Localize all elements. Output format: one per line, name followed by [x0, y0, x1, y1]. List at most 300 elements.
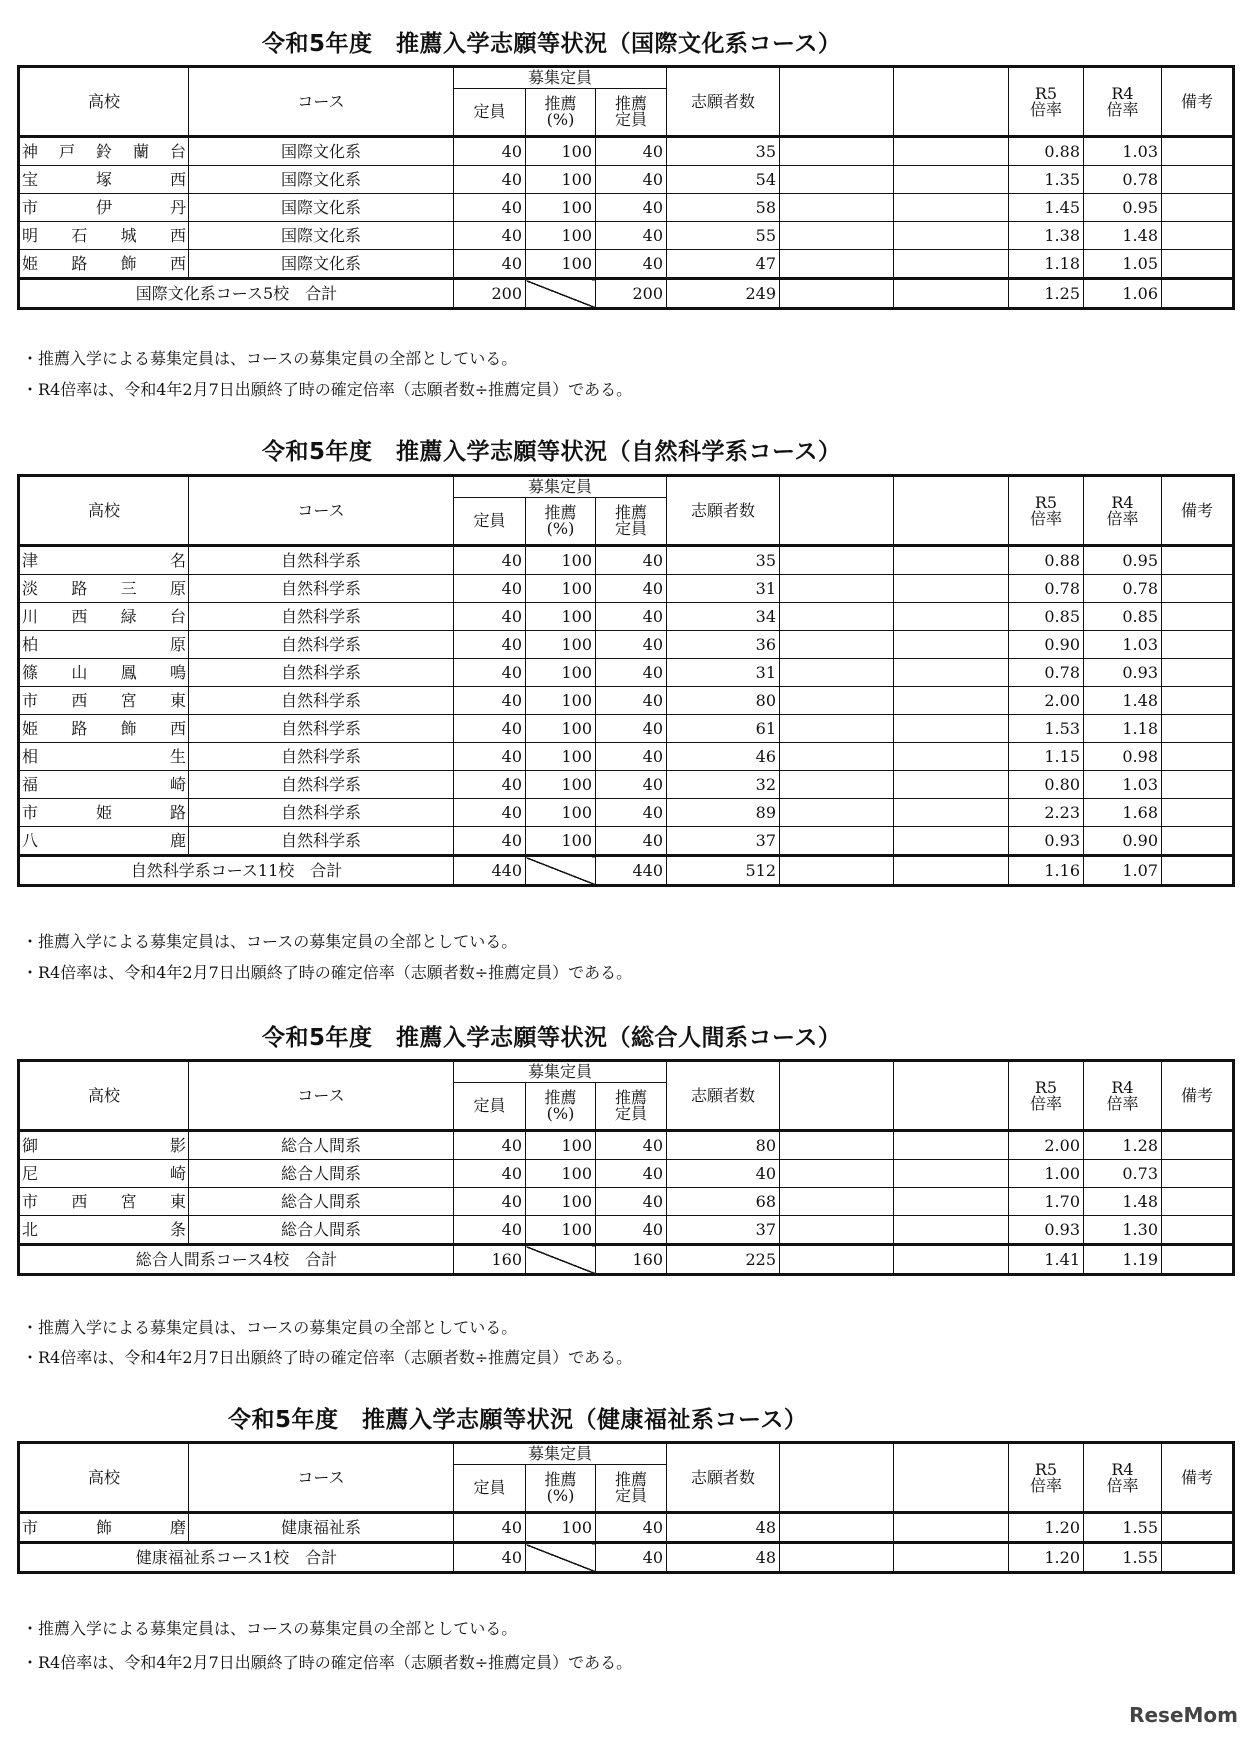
blank-cell [780, 166, 894, 194]
blank-cell [894, 250, 1009, 279]
recommend-pct: 100 [526, 715, 596, 743]
recommend-capacity: 40 [596, 659, 667, 687]
school-name: 市姫路 [19, 799, 189, 827]
slash-cell [526, 279, 596, 309]
table-row [19, 631, 1234, 659]
total-r5-ratio: 1.16 [1009, 856, 1084, 886]
r5-ratio: 1.18 [1009, 250, 1084, 279]
school-name: 市伊丹 [19, 194, 189, 222]
remarks [1162, 1188, 1234, 1216]
footnote: ・推薦入学による募集定員は、コースの募集定員の全部としている。 [22, 349, 518, 368]
total-capacity: 40 [454, 1543, 526, 1573]
header-remarks: 備考 [1162, 1061, 1234, 1131]
school-name: 神戸鈴蘭台 [19, 137, 189, 166]
header-applicants: 志願者数 [667, 476, 780, 546]
applicants: 32 [667, 771, 780, 799]
total-r5-ratio: 1.41 [1009, 1245, 1084, 1275]
remarks [1162, 137, 1234, 166]
capacity: 40 [454, 166, 526, 194]
capacity: 40 [454, 799, 526, 827]
total-capacity: 440 [454, 856, 526, 886]
applicants: 31 [667, 659, 780, 687]
capacity: 40 [454, 1160, 526, 1188]
header-capacity: 定員 [454, 1465, 526, 1513]
table-row [19, 1513, 1234, 1543]
recommend-capacity: 40 [596, 137, 667, 166]
header-rec-pct-line1: 推薦 [544, 94, 577, 113]
application-status-table [17, 1441, 1235, 1574]
blank-cell [780, 137, 894, 166]
applicants: 35 [667, 546, 780, 575]
header-rec-cap-line2: 定員 [614, 110, 647, 129]
applicants: 89 [667, 799, 780, 827]
footnote: ・R4倍率は、令和4年2月7日出願終了時の確定倍率（志願者数÷推薦定員）である。 [22, 380, 633, 399]
blank-cell [894, 1245, 1009, 1275]
table-row [19, 137, 1234, 166]
r4-ratio: 1.48 [1084, 1188, 1162, 1216]
course-name: 自然科学系 [189, 771, 454, 799]
course-name: 総合人間系 [189, 1160, 454, 1188]
total-recommend-capacity: 200 [596, 279, 667, 309]
application-status-table [17, 1059, 1235, 1276]
header-rec-pct [526, 498, 596, 546]
blank-cell [894, 1131, 1009, 1160]
school-name: 北条 [19, 1216, 189, 1245]
blank-cell [894, 799, 1009, 827]
recommend-pct: 100 [526, 1216, 596, 1245]
recommend-pct: 100 [526, 799, 596, 827]
remarks [1162, 194, 1234, 222]
header-r5 [1009, 476, 1084, 546]
blank-cell [780, 1513, 894, 1543]
header-r5-line1: R5 [1034, 83, 1058, 103]
course-name: 国際文化系 [189, 222, 454, 250]
r5-ratio: 0.78 [1009, 659, 1084, 687]
header-blank [894, 67, 1009, 137]
footnote: ・R4倍率は、令和4年2月7日出願終了時の確定倍率（志願者数÷推薦定員）である。 [22, 1653, 633, 1672]
slash-cell [526, 1543, 596, 1573]
header-r4 [1084, 476, 1162, 546]
header-remarks: 備考 [1162, 67, 1234, 137]
capacity: 40 [454, 137, 526, 166]
recommend-capacity: 40 [596, 603, 667, 631]
table-row [19, 194, 1234, 222]
school-name: 市西宮東 [19, 1188, 189, 1216]
r4-ratio: 0.73 [1084, 1160, 1162, 1188]
recommend-capacity: 40 [596, 771, 667, 799]
blank-cell [894, 631, 1009, 659]
remarks [1162, 1543, 1234, 1573]
header-rec-pct-line2: (%) [546, 110, 575, 129]
total-label: 国際文化系コース5校 合計 [19, 279, 454, 309]
header-row [19, 476, 1234, 498]
blank-cell [780, 1131, 894, 1160]
header-row [19, 67, 1234, 89]
header-row [19, 1061, 1234, 1083]
header-r4 [1084, 67, 1162, 137]
table-row [19, 799, 1234, 827]
table-row [19, 827, 1234, 856]
recommend-capacity: 40 [596, 166, 667, 194]
capacity: 40 [454, 222, 526, 250]
r4-ratio: 0.85 [1084, 603, 1162, 631]
total-r4-ratio: 1.55 [1084, 1543, 1162, 1573]
recommend-pct: 100 [526, 687, 596, 715]
table-row [19, 1160, 1234, 1188]
blank-cell [780, 279, 894, 309]
recommend-capacity: 40 [596, 194, 667, 222]
r4-ratio: 1.55 [1084, 1513, 1162, 1543]
blank-cell [894, 1160, 1009, 1188]
header-r5 [1009, 1061, 1084, 1131]
capacity: 40 [454, 687, 526, 715]
header-school: 高校 [19, 67, 189, 137]
table-row [19, 222, 1234, 250]
capacity: 40 [454, 1188, 526, 1216]
recommend-capacity: 40 [596, 546, 667, 575]
school-name: 明石城西 [19, 222, 189, 250]
header-rec-cap [596, 89, 667, 137]
footnote: ・推薦入学による募集定員は、コースの募集定員の全部としている。 [22, 1318, 518, 1337]
table-row [19, 1216, 1234, 1245]
header-r5-line1: R5 [1034, 1077, 1058, 1097]
r4-ratio: 1.68 [1084, 799, 1162, 827]
recommend-pct: 100 [526, 250, 596, 279]
header-blank [894, 1443, 1009, 1513]
applicants: 34 [667, 603, 780, 631]
capacity: 40 [454, 743, 526, 771]
r5-ratio: 0.85 [1009, 603, 1084, 631]
header-row [19, 1443, 1234, 1465]
header-rec-cap-line2: 定員 [614, 1104, 647, 1123]
header-recruit: 募集定員 [454, 476, 667, 498]
header-r5 [1009, 67, 1084, 137]
recommend-capacity: 40 [596, 1513, 667, 1543]
blank-cell [780, 250, 894, 279]
applicants: 37 [667, 827, 780, 856]
recommend-pct: 100 [526, 1188, 596, 1216]
recommend-pct: 100 [526, 659, 596, 687]
applicants: 68 [667, 1188, 780, 1216]
capacity: 40 [454, 1131, 526, 1160]
course-name: 健康福祉系 [189, 1513, 454, 1543]
school-name: 柏原 [19, 631, 189, 659]
school-name: 八鹿 [19, 827, 189, 856]
blank-cell [894, 1543, 1009, 1573]
header-rec-cap-line2: 定員 [614, 519, 647, 538]
capacity: 40 [454, 575, 526, 603]
capacity: 40 [454, 1216, 526, 1245]
recommend-pct: 100 [526, 1131, 596, 1160]
r5-ratio: 1.00 [1009, 1160, 1084, 1188]
blank-cell [780, 743, 894, 771]
blank-cell [894, 743, 1009, 771]
remarks [1162, 659, 1234, 687]
total-r4-ratio: 1.07 [1084, 856, 1162, 886]
blank-cell [894, 1216, 1009, 1245]
section-title: 令和5年度 推薦入学志願等状況（健康福祉系コース） [228, 1407, 808, 1433]
header-r4-line2: 倍率 [1106, 1475, 1139, 1495]
header-course: コース [189, 67, 454, 137]
school-name: 川西緑台 [19, 603, 189, 631]
header-rec-pct [526, 1465, 596, 1513]
school-name: 津名 [19, 546, 189, 575]
recommend-pct: 100 [526, 1513, 596, 1543]
header-blank [780, 67, 894, 137]
recommend-capacity: 40 [596, 1160, 667, 1188]
header-rec-cap-line1: 推薦 [614, 1088, 647, 1107]
blank-cell [780, 1188, 894, 1216]
remarks [1162, 222, 1234, 250]
header-course: コース [189, 476, 454, 546]
recommend-capacity: 40 [596, 1188, 667, 1216]
remarks [1162, 603, 1234, 631]
application-status-table [17, 65, 1235, 310]
school-name: 福崎 [19, 771, 189, 799]
r5-ratio: 1.38 [1009, 222, 1084, 250]
r5-ratio: 2.00 [1009, 687, 1084, 715]
header-course: コース [189, 1061, 454, 1131]
applicants: 55 [667, 222, 780, 250]
course-name: 自然科学系 [189, 659, 454, 687]
header-applicants: 志願者数 [667, 1443, 780, 1513]
total-applicants: 225 [667, 1245, 780, 1275]
header-blank [780, 1443, 894, 1513]
capacity: 40 [454, 1513, 526, 1543]
header-r4 [1084, 1443, 1162, 1513]
recommend-capacity: 40 [596, 799, 667, 827]
total-row [19, 1543, 1234, 1573]
blank-cell [894, 575, 1009, 603]
recommend-capacity: 40 [596, 687, 667, 715]
blank-cell [894, 546, 1009, 575]
course-name: 国際文化系 [189, 137, 454, 166]
header-r4-line1: R4 [1111, 83, 1134, 103]
applicants: 48 [667, 1513, 780, 1543]
section-title: 令和5年度 推薦入学志願等状況（国際文化系コース） [262, 31, 842, 57]
section-title: 令和5年度 推薦入学志願等状況（総合人間系コース） [262, 1025, 842, 1051]
blank-cell [780, 771, 894, 799]
blank-cell [780, 799, 894, 827]
applicants: 36 [667, 631, 780, 659]
remarks [1162, 546, 1234, 575]
r5-ratio: 2.23 [1009, 799, 1084, 827]
total-capacity: 160 [454, 1245, 526, 1275]
applicants: 80 [667, 1131, 780, 1160]
course-name: 自然科学系 [189, 743, 454, 771]
blank-cell [780, 856, 894, 886]
school-name: 宝塚西 [19, 166, 189, 194]
school-name: 姫路飾西 [19, 715, 189, 743]
capacity: 40 [454, 771, 526, 799]
remarks [1162, 575, 1234, 603]
r5-ratio: 1.70 [1009, 1188, 1084, 1216]
recommend-pct: 100 [526, 603, 596, 631]
blank-cell [894, 603, 1009, 631]
r4-ratio: 0.93 [1084, 659, 1162, 687]
recommend-capacity: 40 [596, 222, 667, 250]
resemom-logo: ReseMom [1129, 1703, 1238, 1727]
remarks [1162, 771, 1234, 799]
blank-cell [780, 1216, 894, 1245]
capacity: 40 [454, 546, 526, 575]
header-r5-line2: 倍率 [1029, 508, 1062, 528]
recommend-pct: 100 [526, 631, 596, 659]
r4-ratio: 0.95 [1084, 546, 1162, 575]
header-rec-cap-line1: 推薦 [614, 94, 647, 113]
header-r5-line1: R5 [1034, 492, 1058, 512]
applicants: 80 [667, 687, 780, 715]
slash-cell [526, 856, 596, 886]
total-label: 総合人間系コース4校 合計 [19, 1245, 454, 1275]
school-name: 御影 [19, 1131, 189, 1160]
r5-ratio: 0.93 [1009, 1216, 1084, 1245]
total-r5-ratio: 1.25 [1009, 279, 1084, 309]
total-r4-ratio: 1.19 [1084, 1245, 1162, 1275]
recommend-capacity: 40 [596, 575, 667, 603]
header-rec-pct [526, 1083, 596, 1131]
course-name: 自然科学系 [189, 575, 454, 603]
footnote: ・推薦入学による募集定員は、コースの募集定員の全部としている。 [22, 1619, 518, 1638]
r5-ratio: 1.53 [1009, 715, 1084, 743]
school-name: 淡路三原 [19, 575, 189, 603]
header-rec-cap-line2: 定員 [614, 1486, 647, 1505]
header-r5-line2: 倍率 [1029, 1093, 1062, 1113]
capacity: 40 [454, 603, 526, 631]
applicants: 47 [667, 250, 780, 279]
blank-cell [894, 137, 1009, 166]
course-name: 自然科学系 [189, 687, 454, 715]
table-row [19, 715, 1234, 743]
remarks [1162, 856, 1234, 886]
remarks [1162, 743, 1234, 771]
recommend-pct: 100 [526, 546, 596, 575]
r4-ratio: 1.48 [1084, 687, 1162, 715]
recommend-pct: 100 [526, 222, 596, 250]
blank-cell [780, 546, 894, 575]
remarks [1162, 1513, 1234, 1543]
header-school: 高校 [19, 1443, 189, 1513]
header-blank [780, 476, 894, 546]
blank-cell [894, 166, 1009, 194]
footnote: ・R4倍率は、令和4年2月7日出願終了時の確定倍率（志願者数÷推薦定員）である。 [22, 1348, 633, 1367]
header-rec-cap [596, 1083, 667, 1131]
remarks [1162, 1160, 1234, 1188]
r4-ratio: 1.05 [1084, 250, 1162, 279]
total-recommend-capacity: 40 [596, 1543, 667, 1573]
school-name: 市西宮東 [19, 687, 189, 715]
total-r4-ratio: 1.06 [1084, 279, 1162, 309]
school-name: 市飾磨 [19, 1513, 189, 1543]
recommend-capacity: 40 [596, 743, 667, 771]
capacity: 40 [454, 250, 526, 279]
table-row [19, 687, 1234, 715]
capacity: 40 [454, 631, 526, 659]
table-row [19, 575, 1234, 603]
header-r4-line2: 倍率 [1106, 99, 1139, 119]
course-name: 総合人間系 [189, 1188, 454, 1216]
header-blank [894, 476, 1009, 546]
total-row [19, 1245, 1234, 1275]
school-name: 尼崎 [19, 1160, 189, 1188]
recommend-capacity: 40 [596, 715, 667, 743]
total-applicants: 48 [667, 1543, 780, 1573]
recommend-capacity: 40 [596, 1131, 667, 1160]
total-label: 健康福祉系コース1校 合計 [19, 1543, 454, 1573]
header-capacity: 定員 [454, 1083, 526, 1131]
header-r4-line1: R4 [1111, 1077, 1134, 1097]
r4-ratio: 0.78 [1084, 166, 1162, 194]
recommend-pct: 100 [526, 1160, 596, 1188]
course-name: 自然科学系 [189, 715, 454, 743]
header-blank [894, 1061, 1009, 1131]
blank-cell [780, 715, 894, 743]
total-capacity: 200 [454, 279, 526, 309]
course-name: 自然科学系 [189, 603, 454, 631]
r4-ratio: 0.98 [1084, 743, 1162, 771]
blank-cell [894, 1513, 1009, 1543]
header-course: コース [189, 1443, 454, 1513]
capacity: 40 [454, 827, 526, 856]
blank-cell [780, 222, 894, 250]
header-remarks: 備考 [1162, 1443, 1234, 1513]
header-r5-line2: 倍率 [1029, 1475, 1062, 1495]
course-name: 総合人間系 [189, 1216, 454, 1245]
r5-ratio: 0.90 [1009, 631, 1084, 659]
section-title: 令和5年度 推薦入学志願等状況（自然科学系コース） [262, 439, 842, 465]
remarks [1162, 1216, 1234, 1245]
course-name: 国際文化系 [189, 250, 454, 279]
total-label: 自然科学系コース11校 合計 [19, 856, 454, 886]
r5-ratio: 2.00 [1009, 1131, 1084, 1160]
blank-cell [894, 856, 1009, 886]
remarks [1162, 1245, 1234, 1275]
blank-cell [894, 687, 1009, 715]
table-row [19, 659, 1234, 687]
header-r4-line1: R4 [1111, 492, 1134, 512]
capacity: 40 [454, 194, 526, 222]
r4-ratio: 1.18 [1084, 715, 1162, 743]
blank-cell [780, 194, 894, 222]
total-row [19, 856, 1234, 886]
remarks [1162, 250, 1234, 279]
header-r5-line2: 倍率 [1029, 99, 1062, 119]
r4-ratio: 1.28 [1084, 1131, 1162, 1160]
header-rec-pct-line1: 推薦 [544, 503, 577, 522]
applicants: 37 [667, 1216, 780, 1245]
blank-cell [894, 659, 1009, 687]
r4-ratio: 1.30 [1084, 1216, 1162, 1245]
header-r4-line2: 倍率 [1106, 1093, 1139, 1113]
blank-cell [894, 827, 1009, 856]
table-row [19, 771, 1234, 799]
header-recruit: 募集定員 [454, 1061, 667, 1083]
total-recommend-capacity: 160 [596, 1245, 667, 1275]
blank-cell [894, 715, 1009, 743]
applicants: 40 [667, 1160, 780, 1188]
remarks [1162, 279, 1234, 309]
total-row [19, 279, 1234, 309]
header-rec-cap [596, 1465, 667, 1513]
table-row [19, 1188, 1234, 1216]
school-name: 姫路飾西 [19, 250, 189, 279]
header-rec-pct-line2: (%) [546, 1486, 575, 1505]
applicants: 35 [667, 137, 780, 166]
table-row [19, 743, 1234, 771]
header-r4 [1084, 1061, 1162, 1131]
r4-ratio: 1.03 [1084, 137, 1162, 166]
header-rec-pct-line2: (%) [546, 1104, 575, 1123]
